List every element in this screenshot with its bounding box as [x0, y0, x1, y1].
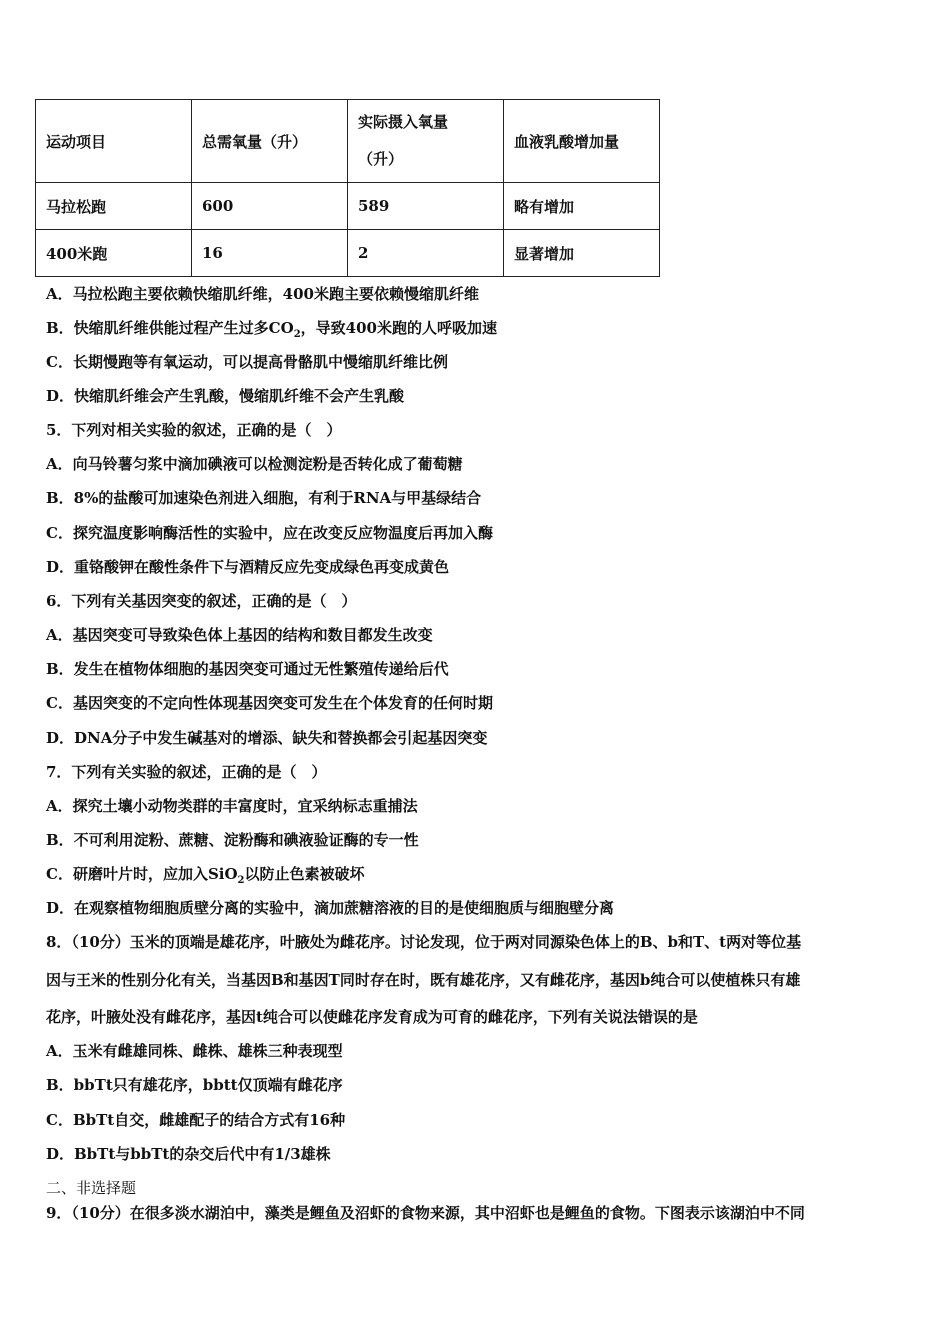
q8-stem-line: 花序，叶腋处没有雌花序，基因t纯合可以使雌花序发育成为可育的雌花序，下列有关说法错误的是 — [46, 1008, 698, 1026]
subscript: 2 — [293, 329, 301, 340]
section-heading: 二、非选择题 — [46, 1179, 137, 1197]
q8-stem-line: 8．（10分）玉米的顶端是雄花序，叶腋处为雌花序。讨论发现，位于两对同源染色体上的B、b和T、t两对等位基 — [46, 933, 802, 951]
header-cell-line: 实际摄入氧量 — [358, 113, 449, 131]
q7-option-d: D．在观察植物细胞质壁分离的实验中，滴加蔗糖溶液的目的是使细胞质与细胞壁分离 — [46, 899, 615, 917]
q7-option-a: A．探究土壤小动物类群的丰富度时，宜采纳标志重捕法 — [46, 797, 418, 815]
table-cell: 589 — [348, 183, 504, 230]
q7-option-b: B．不可利用淀粉、蔗糖、淀粉酶和碘液验证酶的专一性 — [46, 831, 419, 849]
q5-option-d: D．重铬酸钾在酸性条件下与酒精反应先变成绿色再变成黄色 — [46, 558, 450, 576]
table-cell: 600 — [192, 183, 348, 230]
q6-stem: 6．下列有关基因突变的叙述，正确的是（ ） — [46, 592, 357, 610]
q4-option-b: B．快缩肌纤维供能过程产生过多$CO_2$，导致400米跑的人呼吸加速 — [46, 319, 497, 340]
q4-option-a: A．马拉松跑主要依赖快缩肌纤维，400米跑主要依赖慢缩肌纤维 — [46, 285, 479, 303]
q8-option-c: C．BbTt自交，雌雄配子的结合方式有16种 — [46, 1111, 346, 1129]
q8-stem-line: 因与王米的性别分化有关，当基因B和基因T同时存在时，既有雄花序，又有雌花序，基因b纯合可以使植株只有雄 — [46, 971, 801, 989]
q5-stem: 5．下列对相关实验的叙述，正确的是（ ） — [46, 421, 342, 439]
table-cell: 2 — [348, 230, 504, 277]
q5-option-c: C．探究温度影响酶活性的实验中，应在改变反应物温度后再加入酶 — [46, 524, 493, 542]
q8-option-a: A．玉米有雌雄同株、雌株、雄株三种表现型 — [46, 1042, 343, 1060]
q8-option-b: B．bbTt只有雄花序，bbtt仅顶端有雌花序 — [46, 1076, 343, 1094]
table-header-row — [36, 100, 660, 183]
q5-option-b: B．8%的盐酸可加速染色剂进入细胞，有利于RNA与甲基绿结合 — [46, 489, 482, 507]
header-cell-line: （升） — [358, 150, 404, 168]
table-cell: 400米跑 — [36, 230, 192, 277]
table-cell: 显著增加 — [504, 230, 660, 277]
table-cell: 马拉松跑 — [36, 183, 192, 230]
q4-option-c: C．长期慢跑等有氧运动，可以提高骨骼肌中慢缩肌纤维比例 — [46, 353, 448, 371]
q4-option-d: D．快缩肌纤维会产生乳酸，慢缩肌纤维不会产生乳酸 — [46, 387, 405, 405]
q5-option-a: A．向马铃薯匀浆中滴加碘液可以检测淀粉是否转化成了葡萄糖 — [46, 455, 463, 473]
q6-option-d: D．DNA分子中发生碱基对的增添、缺失和替换都会引起基因突变 — [46, 729, 488, 747]
oxygen-table — [35, 99, 660, 277]
subscript: 2 — [237, 875, 245, 886]
q7-option-c: C．研磨叶片时，应加入SiO$_2$以防止色素被破坏 — [46, 865, 365, 886]
q7-stem: 7．下列有关实验的叙述，正确的是（ ） — [46, 763, 327, 781]
header-cell — [348, 100, 504, 183]
q8-option-d: D．BbTt与bbTt的杂交后代中有1/3雄株 — [46, 1145, 331, 1163]
q6-option-a: A．基因突变可导致染色体上基因的结构和数目都发生改变 — [46, 626, 433, 644]
header-cell: 血液乳酸增加量 — [504, 100, 660, 183]
table-cell: 16 — [192, 230, 348, 277]
header-cell: 总需氧量（升） — [192, 100, 348, 183]
q6-option-c: C．基因突变的不定向性体现基因突变可发生在个体发育的任何时期 — [46, 694, 493, 712]
header-cell: 运动项目 — [36, 100, 192, 183]
table-row — [36, 230, 660, 277]
q6-option-b: B．发生在植物体细胞的基因突变可通过无性繁殖传递给后代 — [46, 660, 449, 678]
q9-stem: 9．（10分）在很多淡水湖泊中，藻类是鲤鱼及沼虾的食物来源，其中沼虾也是鲤鱼的食物。下图表示该湖泊中不同 — [46, 1204, 805, 1222]
table-row — [36, 183, 660, 230]
table-cell: 略有增加 — [504, 183, 660, 230]
